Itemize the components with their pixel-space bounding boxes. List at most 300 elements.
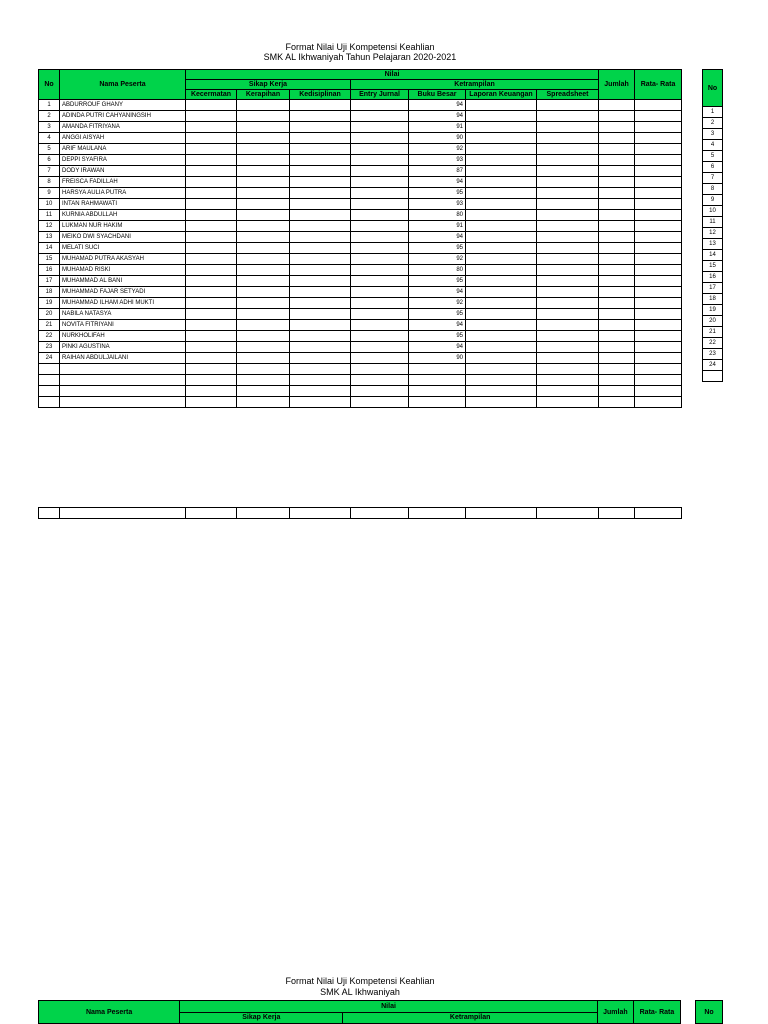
cell-spreadsheet[interactable] xyxy=(537,133,599,144)
cell-entry-jurnal[interactable] xyxy=(351,232,409,243)
cell-no[interactable]: 11 xyxy=(39,210,60,221)
cell-jumlah[interactable] xyxy=(599,188,635,199)
cell-rata-rata[interactable] xyxy=(635,276,682,287)
side-empty-cell[interactable] xyxy=(703,371,723,382)
empty-cell[interactable] xyxy=(635,397,682,408)
side-cell-no[interactable]: 22 xyxy=(703,338,723,349)
cell-buku-besar[interactable]: 93 xyxy=(409,155,466,166)
empty-cell[interactable] xyxy=(599,375,635,386)
cell-kerapihan[interactable] xyxy=(237,122,290,133)
cell-jumlah[interactable] xyxy=(599,122,635,133)
cell-entry-jurnal[interactable] xyxy=(351,320,409,331)
cell-spreadsheet[interactable] xyxy=(537,287,599,298)
empty-cell[interactable] xyxy=(409,397,466,408)
cell-spreadsheet[interactable] xyxy=(537,210,599,221)
cell-kerapihan[interactable] xyxy=(237,276,290,287)
cell-kecermatan[interactable] xyxy=(186,265,237,276)
cell-kecermatan[interactable] xyxy=(186,221,237,232)
empty-cell[interactable] xyxy=(290,386,351,397)
cell-spreadsheet[interactable] xyxy=(537,122,599,133)
cell-kecermatan[interactable] xyxy=(186,177,237,188)
cell-laporan-keuangan[interactable] xyxy=(466,331,537,342)
cell-entry-jurnal[interactable] xyxy=(351,111,409,122)
cell-entry-jurnal[interactable] xyxy=(351,276,409,287)
side-cell-no[interactable]: 18 xyxy=(703,294,723,305)
cell-kecermatan[interactable] xyxy=(186,199,237,210)
cell-kerapihan[interactable] xyxy=(237,298,290,309)
empty-cell[interactable] xyxy=(60,508,186,519)
cell-jumlah[interactable] xyxy=(599,144,635,155)
cell-nama-peserta[interactable]: MUHAMMAD ILHAM ADHI MUKTI xyxy=(60,298,186,309)
cell-kedisiplinan[interactable] xyxy=(290,133,351,144)
cell-nama-peserta[interactable]: ABDURROUF GHANY xyxy=(60,100,186,111)
cell-kecermatan[interactable] xyxy=(186,188,237,199)
cell-kerapihan[interactable] xyxy=(237,265,290,276)
cell-buku-besar[interactable]: 94 xyxy=(409,232,466,243)
cell-jumlah[interactable] xyxy=(599,298,635,309)
cell-laporan-keuangan[interactable] xyxy=(466,133,537,144)
side-cell-no[interactable]: 13 xyxy=(703,239,723,250)
cell-kedisiplinan[interactable] xyxy=(290,177,351,188)
cell-entry-jurnal[interactable] xyxy=(351,188,409,199)
cell-rata-rata[interactable] xyxy=(635,287,682,298)
cell-jumlah[interactable] xyxy=(599,111,635,122)
cell-laporan-keuangan[interactable] xyxy=(466,298,537,309)
cell-nama-peserta[interactable]: ANGGI AISYAH xyxy=(60,133,186,144)
cell-buku-besar[interactable]: 91 xyxy=(409,122,466,133)
empty-cell[interactable] xyxy=(599,508,635,519)
empty-cell[interactable] xyxy=(409,364,466,375)
cell-kerapihan[interactable] xyxy=(237,111,290,122)
side-cell-no[interactable]: 19 xyxy=(703,305,723,316)
empty-cell[interactable] xyxy=(290,364,351,375)
cell-no[interactable]: 1 xyxy=(39,100,60,111)
cell-no[interactable]: 21 xyxy=(39,320,60,331)
empty-cell[interactable] xyxy=(186,364,237,375)
cell-kedisiplinan[interactable] xyxy=(290,166,351,177)
side-cell-no[interactable]: 8 xyxy=(703,184,723,195)
empty-cell[interactable] xyxy=(290,397,351,408)
cell-rata-rata[interactable] xyxy=(635,265,682,276)
cell-nama-peserta[interactable]: MUHAMAD RISKI xyxy=(60,265,186,276)
cell-spreadsheet[interactable] xyxy=(537,342,599,353)
side-cell-no[interactable]: 21 xyxy=(703,327,723,338)
cell-nama-peserta[interactable]: DODY IRAWAN xyxy=(60,166,186,177)
cell-kedisiplinan[interactable] xyxy=(290,276,351,287)
cell-jumlah[interactable] xyxy=(599,177,635,188)
empty-cell[interactable] xyxy=(466,364,537,375)
cell-kecermatan[interactable] xyxy=(186,320,237,331)
empty-cell[interactable] xyxy=(409,508,466,519)
cell-buku-besar[interactable]: 94 xyxy=(409,287,466,298)
side-cell-no[interactable]: 3 xyxy=(703,129,723,140)
empty-cell[interactable] xyxy=(39,397,60,408)
cell-nama-peserta[interactable]: PINKI AGUSTINA xyxy=(60,342,186,353)
cell-rata-rata[interactable] xyxy=(635,188,682,199)
cell-nama-peserta[interactable]: MUHAMMAD FAJAR SETYADI xyxy=(60,287,186,298)
empty-cell[interactable] xyxy=(237,364,290,375)
cell-nama-peserta[interactable]: ARIF MAULANA xyxy=(60,144,186,155)
cell-rata-rata[interactable] xyxy=(635,166,682,177)
cell-kerapihan[interactable] xyxy=(237,353,290,364)
cell-jumlah[interactable] xyxy=(599,331,635,342)
cell-kecermatan[interactable] xyxy=(186,144,237,155)
cell-kedisiplinan[interactable] xyxy=(290,100,351,111)
cell-kedisiplinan[interactable] xyxy=(290,111,351,122)
cell-kecermatan[interactable] xyxy=(186,210,237,221)
cell-nama-peserta[interactable]: HARSYA AULIA PUTRA xyxy=(60,188,186,199)
cell-kerapihan[interactable] xyxy=(237,232,290,243)
empty-cell[interactable] xyxy=(237,386,290,397)
cell-jumlah[interactable] xyxy=(599,133,635,144)
side-cell-no[interactable]: 12 xyxy=(703,228,723,239)
cell-nama-peserta[interactable]: ADINDA PUTRI CAHYANINGSIH xyxy=(60,111,186,122)
cell-spreadsheet[interactable] xyxy=(537,111,599,122)
cell-laporan-keuangan[interactable] xyxy=(466,199,537,210)
cell-no[interactable]: 2 xyxy=(39,111,60,122)
cell-buku-besar[interactable]: 90 xyxy=(409,353,466,364)
cell-rata-rata[interactable] xyxy=(635,221,682,232)
cell-kedisiplinan[interactable] xyxy=(290,232,351,243)
side-cell-no[interactable]: 5 xyxy=(703,151,723,162)
cell-kerapihan[interactable] xyxy=(237,221,290,232)
cell-spreadsheet[interactable] xyxy=(537,265,599,276)
cell-rata-rata[interactable] xyxy=(635,133,682,144)
side-cell-no[interactable]: 24 xyxy=(703,360,723,371)
cell-nama-peserta[interactable]: KURNIA ABDULLAH xyxy=(60,210,186,221)
cell-spreadsheet[interactable] xyxy=(537,243,599,254)
cell-kecermatan[interactable] xyxy=(186,232,237,243)
cell-buku-besar[interactable]: 95 xyxy=(409,276,466,287)
cell-laporan-keuangan[interactable] xyxy=(466,320,537,331)
cell-jumlah[interactable] xyxy=(599,166,635,177)
cell-no[interactable]: 13 xyxy=(39,232,60,243)
cell-kedisiplinan[interactable] xyxy=(290,298,351,309)
empty-cell[interactable] xyxy=(537,397,599,408)
cell-rata-rata[interactable] xyxy=(635,243,682,254)
cell-kedisiplinan[interactable] xyxy=(290,320,351,331)
cell-kecermatan[interactable] xyxy=(186,155,237,166)
cell-jumlah[interactable] xyxy=(599,210,635,221)
empty-cell[interactable] xyxy=(237,508,290,519)
cell-rata-rata[interactable] xyxy=(635,177,682,188)
cell-buku-besar[interactable]: 92 xyxy=(409,144,466,155)
cell-kedisiplinan[interactable] xyxy=(290,342,351,353)
cell-kecermatan[interactable] xyxy=(186,298,237,309)
cell-rata-rata[interactable] xyxy=(635,111,682,122)
side-cell-no[interactable]: 7 xyxy=(703,173,723,184)
cell-kecermatan[interactable] xyxy=(186,342,237,353)
cell-no[interactable]: 17 xyxy=(39,276,60,287)
cell-kecermatan[interactable] xyxy=(186,100,237,111)
side-cell-no[interactable]: 15 xyxy=(703,261,723,272)
cell-spreadsheet[interactable] xyxy=(537,276,599,287)
cell-laporan-keuangan[interactable] xyxy=(466,276,537,287)
empty-cell[interactable] xyxy=(60,386,186,397)
cell-jumlah[interactable] xyxy=(599,199,635,210)
cell-no[interactable]: 12 xyxy=(39,221,60,232)
cell-kecermatan[interactable] xyxy=(186,331,237,342)
cell-buku-besar[interactable]: 95 xyxy=(409,331,466,342)
cell-kecermatan[interactable] xyxy=(186,111,237,122)
empty-cell[interactable] xyxy=(39,375,60,386)
cell-buku-besar[interactable]: 93 xyxy=(409,199,466,210)
cell-spreadsheet[interactable] xyxy=(537,320,599,331)
cell-nama-peserta[interactable]: MELATI SUCI xyxy=(60,243,186,254)
cell-buku-besar[interactable]: 92 xyxy=(409,254,466,265)
cell-rata-rata[interactable] xyxy=(635,232,682,243)
cell-no[interactable]: 4 xyxy=(39,133,60,144)
cell-entry-jurnal[interactable] xyxy=(351,309,409,320)
cell-buku-besar[interactable]: 87 xyxy=(409,166,466,177)
cell-jumlah[interactable] xyxy=(599,342,635,353)
side-cell-no[interactable]: 23 xyxy=(703,349,723,360)
cell-kerapihan[interactable] xyxy=(237,155,290,166)
cell-buku-besar[interactable]: 94 xyxy=(409,342,466,353)
cell-buku-besar[interactable]: 94 xyxy=(409,100,466,111)
empty-cell[interactable] xyxy=(60,397,186,408)
empty-cell[interactable] xyxy=(186,386,237,397)
cell-jumlah[interactable] xyxy=(599,309,635,320)
cell-laporan-keuangan[interactable] xyxy=(466,243,537,254)
empty-cell[interactable] xyxy=(351,386,409,397)
cell-spreadsheet[interactable] xyxy=(537,353,599,364)
cell-jumlah[interactable] xyxy=(599,320,635,331)
cell-buku-besar[interactable]: 80 xyxy=(409,265,466,276)
cell-laporan-keuangan[interactable] xyxy=(466,177,537,188)
cell-nama-peserta[interactable]: INTAN RAHMAWATI xyxy=(60,199,186,210)
cell-laporan-keuangan[interactable] xyxy=(466,265,537,276)
cell-spreadsheet[interactable] xyxy=(537,254,599,265)
cell-kerapihan[interactable] xyxy=(237,166,290,177)
cell-rata-rata[interactable] xyxy=(635,122,682,133)
cell-nama-peserta[interactable]: NABILA NATASYA xyxy=(60,309,186,320)
empty-cell[interactable] xyxy=(186,375,237,386)
empty-cell[interactable] xyxy=(635,386,682,397)
cell-kecermatan[interactable] xyxy=(186,309,237,320)
empty-cell[interactable] xyxy=(237,397,290,408)
cell-jumlah[interactable] xyxy=(599,287,635,298)
cell-entry-jurnal[interactable] xyxy=(351,243,409,254)
cell-entry-jurnal[interactable] xyxy=(351,133,409,144)
cell-rata-rata[interactable] xyxy=(635,331,682,342)
cell-no[interactable]: 16 xyxy=(39,265,60,276)
cell-laporan-keuangan[interactable] xyxy=(466,188,537,199)
empty-cell[interactable] xyxy=(537,386,599,397)
cell-laporan-keuangan[interactable] xyxy=(466,111,537,122)
cell-rata-rata[interactable] xyxy=(635,254,682,265)
cell-no[interactable]: 20 xyxy=(39,309,60,320)
cell-nama-peserta[interactable]: LUKMAN NUR HAKIM xyxy=(60,221,186,232)
cell-kerapihan[interactable] xyxy=(237,133,290,144)
cell-kerapihan[interactable] xyxy=(237,144,290,155)
cell-spreadsheet[interactable] xyxy=(537,331,599,342)
empty-cell[interactable] xyxy=(409,375,466,386)
cell-kerapihan[interactable] xyxy=(237,177,290,188)
cell-kecermatan[interactable] xyxy=(186,254,237,265)
cell-buku-besar[interactable]: 94 xyxy=(409,177,466,188)
cell-kerapihan[interactable] xyxy=(237,342,290,353)
empty-cell[interactable] xyxy=(39,364,60,375)
cell-entry-jurnal[interactable] xyxy=(351,331,409,342)
cell-laporan-keuangan[interactable] xyxy=(466,309,537,320)
cell-nama-peserta[interactable]: NURKHOLIFAH xyxy=(60,331,186,342)
cell-kedisiplinan[interactable] xyxy=(290,331,351,342)
cell-buku-besar[interactable]: 95 xyxy=(409,309,466,320)
cell-spreadsheet[interactable] xyxy=(537,298,599,309)
empty-cell[interactable] xyxy=(599,364,635,375)
cell-rata-rata[interactable] xyxy=(635,298,682,309)
cell-rata-rata[interactable] xyxy=(635,320,682,331)
cell-laporan-keuangan[interactable] xyxy=(466,210,537,221)
cell-jumlah[interactable] xyxy=(599,155,635,166)
cell-spreadsheet[interactable] xyxy=(537,199,599,210)
cell-kedisiplinan[interactable] xyxy=(290,210,351,221)
cell-nama-peserta[interactable]: FREISCA FADILLAH xyxy=(60,177,186,188)
cell-entry-jurnal[interactable] xyxy=(351,221,409,232)
side-cell-no[interactable]: 10 xyxy=(703,206,723,217)
empty-cell[interactable] xyxy=(186,508,237,519)
cell-rata-rata[interactable] xyxy=(635,353,682,364)
cell-kedisiplinan[interactable] xyxy=(290,287,351,298)
empty-cell[interactable] xyxy=(39,508,60,519)
cell-nama-peserta[interactable]: MUHAMAD PUTRA AKASYAH xyxy=(60,254,186,265)
cell-kerapihan[interactable] xyxy=(237,243,290,254)
empty-cell[interactable] xyxy=(186,397,237,408)
empty-cell[interactable] xyxy=(537,375,599,386)
cell-laporan-keuangan[interactable] xyxy=(466,122,537,133)
cell-kedisiplinan[interactable] xyxy=(290,353,351,364)
cell-kerapihan[interactable] xyxy=(237,199,290,210)
side-cell-no[interactable]: 14 xyxy=(703,250,723,261)
side-cell-no[interactable]: 6 xyxy=(703,162,723,173)
side-cell-no[interactable]: 16 xyxy=(703,272,723,283)
cell-buku-besar[interactable]: 95 xyxy=(409,188,466,199)
cell-kerapihan[interactable] xyxy=(237,210,290,221)
cell-rata-rata[interactable] xyxy=(635,199,682,210)
cell-kerapihan[interactable] xyxy=(237,287,290,298)
cell-jumlah[interactable] xyxy=(599,353,635,364)
empty-cell[interactable] xyxy=(60,375,186,386)
empty-cell[interactable] xyxy=(60,364,186,375)
cell-no[interactable]: 22 xyxy=(39,331,60,342)
empty-cell[interactable] xyxy=(409,386,466,397)
cell-rata-rata[interactable] xyxy=(635,210,682,221)
empty-cell[interactable] xyxy=(537,364,599,375)
cell-nama-peserta[interactable]: MEIKO DWI SYACHDANI xyxy=(60,232,186,243)
side-cell-no[interactable]: 17 xyxy=(703,283,723,294)
cell-no[interactable]: 6 xyxy=(39,155,60,166)
cell-spreadsheet[interactable] xyxy=(537,188,599,199)
empty-cell[interactable] xyxy=(599,386,635,397)
cell-entry-jurnal[interactable] xyxy=(351,287,409,298)
cell-no[interactable]: 7 xyxy=(39,166,60,177)
cell-laporan-keuangan[interactable] xyxy=(466,287,537,298)
empty-cell[interactable] xyxy=(537,508,599,519)
cell-no[interactable]: 8 xyxy=(39,177,60,188)
cell-kecermatan[interactable] xyxy=(186,122,237,133)
cell-spreadsheet[interactable] xyxy=(537,177,599,188)
cell-kerapihan[interactable] xyxy=(237,188,290,199)
side-cell-no[interactable]: 1 xyxy=(703,107,723,118)
cell-kerapihan[interactable] xyxy=(237,100,290,111)
cell-entry-jurnal[interactable] xyxy=(351,199,409,210)
cell-kedisiplinan[interactable] xyxy=(290,254,351,265)
empty-cell[interactable] xyxy=(466,386,537,397)
cell-spreadsheet[interactable] xyxy=(537,155,599,166)
cell-buku-besar[interactable]: 95 xyxy=(409,243,466,254)
cell-no[interactable]: 10 xyxy=(39,199,60,210)
cell-no[interactable]: 3 xyxy=(39,122,60,133)
cell-entry-jurnal[interactable] xyxy=(351,342,409,353)
cell-laporan-keuangan[interactable] xyxy=(466,232,537,243)
cell-kedisiplinan[interactable] xyxy=(290,265,351,276)
cell-no[interactable]: 15 xyxy=(39,254,60,265)
cell-entry-jurnal[interactable] xyxy=(351,122,409,133)
empty-cell[interactable] xyxy=(351,508,409,519)
cell-kerapihan[interactable] xyxy=(237,254,290,265)
cell-no[interactable]: 24 xyxy=(39,353,60,364)
cell-spreadsheet[interactable] xyxy=(537,144,599,155)
cell-kerapihan[interactable] xyxy=(237,309,290,320)
cell-kecermatan[interactable] xyxy=(186,166,237,177)
cell-kecermatan[interactable] xyxy=(186,243,237,254)
cell-kecermatan[interactable] xyxy=(186,276,237,287)
empty-cell[interactable] xyxy=(599,397,635,408)
empty-cell[interactable] xyxy=(237,375,290,386)
cell-entry-jurnal[interactable] xyxy=(351,254,409,265)
cell-rata-rata[interactable] xyxy=(635,144,682,155)
cell-jumlah[interactable] xyxy=(599,243,635,254)
cell-nama-peserta[interactable]: RAIHAN ABDULJAILANI xyxy=(60,353,186,364)
cell-no[interactable]: 23 xyxy=(39,342,60,353)
cell-jumlah[interactable] xyxy=(599,254,635,265)
cell-kecermatan[interactable] xyxy=(186,353,237,364)
side-cell-no[interactable]: 4 xyxy=(703,140,723,151)
cell-no[interactable]: 19 xyxy=(39,298,60,309)
cell-jumlah[interactable] xyxy=(599,100,635,111)
empty-cell[interactable] xyxy=(635,364,682,375)
empty-cell[interactable] xyxy=(39,386,60,397)
empty-cell[interactable] xyxy=(466,397,537,408)
cell-nama-peserta[interactable]: NOVITA FITRIYANI xyxy=(60,320,186,331)
cell-kedisiplinan[interactable] xyxy=(290,188,351,199)
cell-entry-jurnal[interactable] xyxy=(351,144,409,155)
cell-no[interactable]: 14 xyxy=(39,243,60,254)
cell-nama-peserta[interactable]: AMANDA FITRIYANA xyxy=(60,122,186,133)
cell-no[interactable]: 5 xyxy=(39,144,60,155)
cell-jumlah[interactable] xyxy=(599,276,635,287)
cell-laporan-keuangan[interactable] xyxy=(466,353,537,364)
cell-spreadsheet[interactable] xyxy=(537,309,599,320)
cell-nama-peserta[interactable]: DEPPI SYAFIRA xyxy=(60,155,186,166)
cell-no[interactable]: 9 xyxy=(39,188,60,199)
side-cell-no[interactable]: 2 xyxy=(703,118,723,129)
cell-laporan-keuangan[interactable] xyxy=(466,254,537,265)
cell-spreadsheet[interactable] xyxy=(537,221,599,232)
empty-cell[interactable] xyxy=(290,375,351,386)
cell-kedisiplinan[interactable] xyxy=(290,309,351,320)
cell-kerapihan[interactable] xyxy=(237,331,290,342)
cell-jumlah[interactable] xyxy=(599,265,635,276)
cell-spreadsheet[interactable] xyxy=(537,166,599,177)
cell-nama-peserta[interactable]: MUHAMMAD AL BANI xyxy=(60,276,186,287)
empty-cell[interactable] xyxy=(351,397,409,408)
cell-kedisiplinan[interactable] xyxy=(290,122,351,133)
cell-spreadsheet[interactable] xyxy=(537,232,599,243)
cell-laporan-keuangan[interactable] xyxy=(466,221,537,232)
cell-rata-rata[interactable] xyxy=(635,342,682,353)
